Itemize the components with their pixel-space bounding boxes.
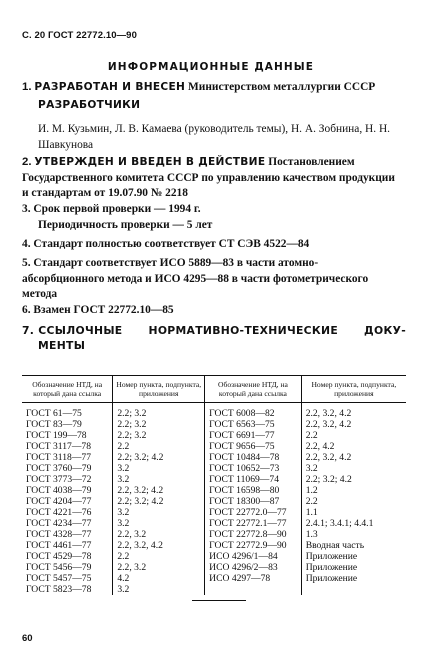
- table-cell: 2.2, 3.2, 4.2: [305, 408, 352, 419]
- table-cell: 3.2: [117, 463, 130, 474]
- table-cell: ГОСТ 4328—77: [26, 529, 92, 540]
- table-cell: 2.2, 3.2, 4.2: [305, 452, 352, 463]
- table-cell: ИСО 4296/1—84: [209, 551, 278, 562]
- table-cell: 3.2: [117, 474, 130, 485]
- table-cell: ГОСТ 3760—79: [26, 463, 92, 474]
- item-1: 1. РАЗРАБОТАН И ВНЕСЕН Министерством металлургии СССР: [22, 81, 376, 93]
- table-cell: ГОСТ 16598—80: [209, 485, 280, 496]
- table-cell: ГОСТ 5457—75: [26, 573, 92, 584]
- table-cell: ГОСТ 4461—77: [26, 540, 92, 551]
- table-cell: Приложение: [305, 573, 358, 584]
- table-cell: 3.2: [117, 507, 130, 518]
- item-7-heading: 7. ССЫЛОЧНЫЕ НОРМАТИВНО-ТЕХНИЧЕСКИЕ ДОКУ- МЕНТЫ: [22, 324, 406, 352]
- table-cell: 3.2: [305, 463, 318, 474]
- table-cell: 2.2; 3.2; 4.2: [117, 496, 164, 507]
- table-cell: ГОСТ 6563—75: [209, 419, 275, 430]
- references-table: [22, 375, 406, 595]
- table-cell: ГОСТ 3117—78: [26, 441, 92, 452]
- table-cell: ГОСТ 4038—79: [26, 485, 92, 496]
- developers-label: РАЗРАБОТЧИКИ: [38, 99, 141, 111]
- table-cell: ГОСТ 22772.0—77: [209, 507, 287, 518]
- table-cell: 2.2, 3.2: [117, 562, 147, 573]
- table-cell: ГОСТ 83—79: [26, 419, 82, 430]
- left-ntd-column: [22, 403, 113, 596]
- item-2: 2. УТВЕРЖДЕН И ВВЕДЕН В ДЕЙСТВИЕ Постановлением Государственного комитета СССР по управлению качеством продукции и стандартам от 19.07.90 № 2218: [22, 156, 395, 200]
- table-cell: 1.3: [305, 529, 318, 540]
- table-row: [22, 403, 406, 596]
- table-cell: 2.2; 3.2; 4.2: [305, 474, 352, 485]
- table-cell: 2.2: [305, 430, 318, 441]
- table-cell: 2.2, 4.2: [305, 441, 335, 452]
- table-cell: ГОСТ 3773—72: [26, 474, 92, 485]
- item-3: 3. Срок первой проверки — 1994 г. Периодичность проверки — 5 лет: [22, 203, 213, 231]
- page-number: 60: [22, 633, 33, 644]
- table-cell: 1.1: [305, 507, 318, 518]
- item-5: 5. Стандарт соответствует ИСО 5889—83 в части атомно-абсорбционного метода и ИСО 4295—88 в части фотометрического метода: [22, 257, 369, 301]
- header-ntd-left: Обозначение НТД, на который дана ссылка: [22, 376, 113, 403]
- developers-list: И. М. Кузьмин, Л. В. Камаева (руководитель темы), Н. А. Зобнина, Н. Н. Шавкунова: [38, 123, 391, 151]
- right-points-column: [301, 403, 406, 596]
- header-ntd-right: Обозначение НТД, на который дана ссылка: [205, 376, 302, 403]
- footer-divider: [192, 600, 246, 601]
- table-cell: ГОСТ 10652—73: [209, 463, 280, 474]
- table-cell: ГОСТ 5456—79: [26, 562, 92, 573]
- table-cell: ГОСТ 5823—78: [26, 584, 92, 595]
- table-cell: 2.2; 3.2: [117, 408, 147, 419]
- table-cell: 1.2: [305, 485, 318, 496]
- table-cell: 2.2, 3.2; 4.2: [117, 485, 164, 496]
- table-cell: ГОСТ 4234—77: [26, 518, 92, 529]
- table-cell: ГОСТ 61—75: [26, 408, 82, 419]
- left-points-column: [113, 403, 205, 596]
- table-cell: ГОСТ 4221—76: [26, 507, 92, 518]
- table-cell: ГОСТ 22772.9—90: [209, 540, 287, 551]
- section-title: ИНФОРМАЦИОННЫЕ ДАННЫЕ: [107, 61, 315, 73]
- running-header: С. 20 ГОСТ 22772.10—90: [22, 30, 137, 41]
- table-cell: 4.2: [117, 573, 130, 584]
- table-cell: 2.4.1; 3.4.1; 4.4.1: [305, 518, 374, 529]
- table-cell: 2.2: [305, 496, 318, 507]
- table-cell: 2.2; 3.2: [117, 430, 147, 441]
- table-cell: ГОСТ 11069—74: [209, 474, 279, 485]
- table-cell: ГОСТ 6008—82: [209, 408, 275, 419]
- table-cell: 2.2; 3.2: [117, 419, 147, 430]
- table-cell: ИСО 4297—78: [209, 573, 271, 584]
- table-cell: Приложение: [305, 562, 358, 573]
- table-cell: Вводная часть: [305, 540, 365, 551]
- table-cell: 3.2: [117, 584, 130, 595]
- table-cell: ИСО 4296/2—83: [209, 562, 278, 573]
- table-cell: 2.2: [117, 551, 130, 562]
- table-cell: ГОСТ 22772.8—90: [209, 529, 287, 540]
- header-points-right: Номер пункта, подпункта, приложения: [301, 376, 406, 403]
- table-cell: ГОСТ 4529—78: [26, 551, 92, 562]
- item-4: 4. Стандарт полностью соответствует СТ СЭВ 4522—84: [22, 238, 310, 250]
- table-cell: 2.2, 3.2, 4.2: [117, 540, 163, 551]
- table-cell: 2.2; 3.2; 4.2: [117, 452, 164, 463]
- table-cell: Приложение: [305, 551, 358, 562]
- item-6: 6. Взамен ГОСТ 22772.10—85: [22, 304, 174, 316]
- table-cell: ГОСТ 22772.1—77: [209, 518, 287, 529]
- header-points-left: Номер пункта, подпункта, приложения: [113, 376, 205, 403]
- table-cell: ГОСТ 4204—77: [26, 496, 92, 507]
- table-cell: 2.2, 3.2: [117, 529, 147, 540]
- table-cell: ГОСТ 10484—78: [209, 452, 280, 463]
- table-cell: ГОСТ 18300—87: [209, 496, 280, 507]
- table-cell: ГОСТ 199—78: [26, 430, 87, 441]
- table-cell: ГОСТ 3118—77: [26, 452, 92, 463]
- table-cell: 2.2, 3.2, 4.2: [305, 419, 352, 430]
- right-ntd-column: [205, 403, 302, 596]
- table-cell: ГОСТ 9656—75: [209, 441, 275, 452]
- table-cell: ГОСТ 6691—77: [209, 430, 275, 441]
- table-cell: 3.2: [117, 518, 130, 529]
- table-cell: 2.2: [117, 441, 130, 452]
